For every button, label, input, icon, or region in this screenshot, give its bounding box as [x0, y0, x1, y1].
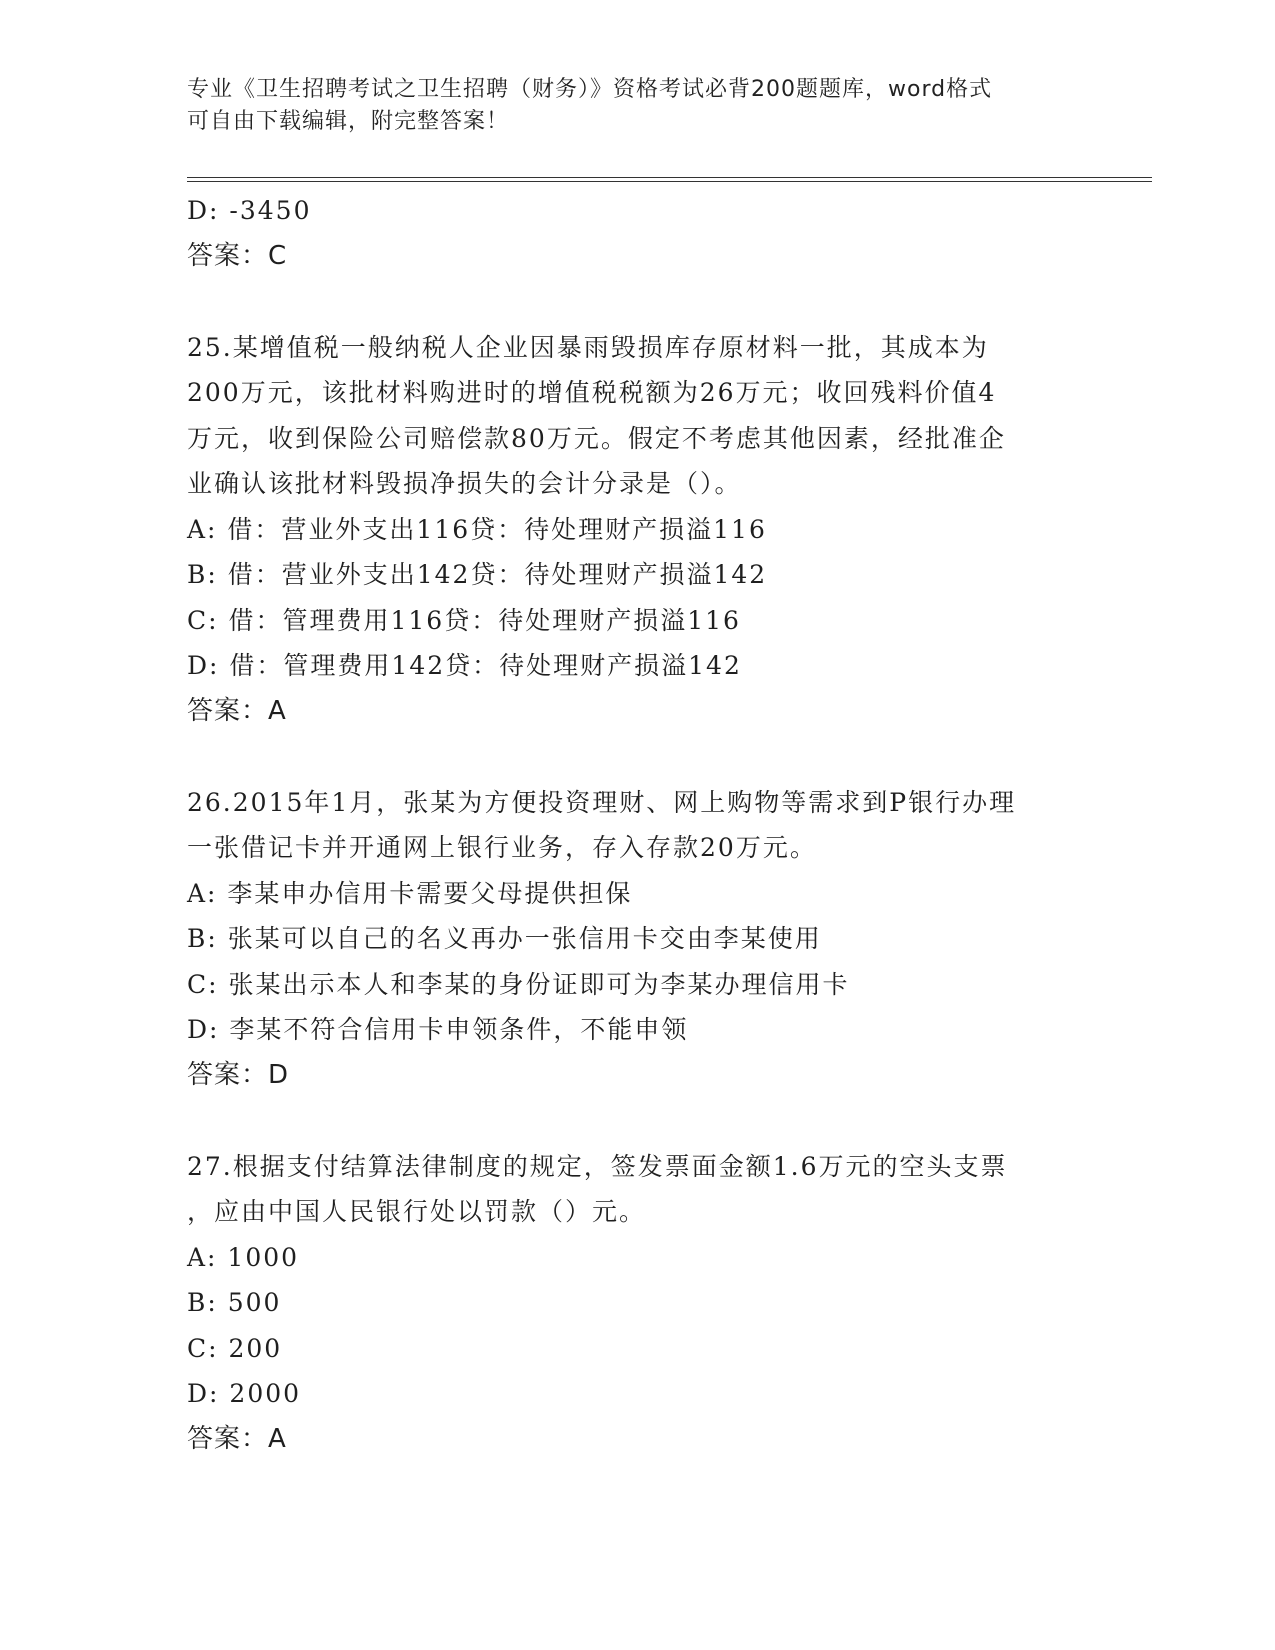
option-c: C: 张某出示本人和李某的身份证即可为李某办理信用卡: [187, 969, 850, 999]
question-stem-line: 200万元，该批材料购进时的增值税税额为26万元；收回残料价值4: [187, 378, 997, 407]
question-stem-line: 25.某增值税一般纳税人企业因暴雨毁损库存原材料一批，其成本为: [187, 332, 989, 362]
question-25: [187, 325, 1087, 735]
prev-option-d: D: -3450: [187, 196, 312, 225]
question-stem-line: 一张借记卡并开通网上银行业务，存入存款20万元。: [187, 833, 817, 862]
header-line-2: 可自由下载编辑，附完整答案！: [187, 109, 510, 134]
spacer: [187, 1098, 1087, 1144]
question-stem-line: 业确认该批材料毁损净损失的会计分录是（）。: [187, 469, 742, 498]
spacer: [187, 734, 1087, 780]
question-27: [187, 1144, 1087, 1463]
answer: 答案：A: [187, 695, 287, 726]
question-stem-line: ，应由中国人民银行处以罚款（）元。: [187, 1197, 647, 1226]
prev-answer: 答案：C: [187, 240, 288, 271]
header-line-1: 专业《卫生招聘考试之卫生招聘（财务）》资格考试必背200题题库，word格式: [187, 77, 993, 102]
option-d: D: 李某不符合信用卡申领条件，不能申领: [187, 1015, 689, 1044]
spacer: [187, 279, 1087, 325]
question-content: [187, 188, 1087, 1462]
header-divider: [187, 177, 1152, 182]
question-26: [187, 780, 1087, 1099]
option-b: B: 张某可以自己的名义再办一张信用卡交由李某使用: [187, 924, 822, 953]
option-b: B: 借：营业外支出142贷：待处理财产损溢142: [187, 560, 768, 589]
option-d: D: 2000: [187, 1379, 302, 1408]
question-stem-line: 27.根据支付结算法律制度的规定，签发票面金额1.6万元的空头支票: [187, 1151, 1008, 1181]
document-header: [187, 74, 1087, 138]
option-d: D: 借：管理费用142贷：待处理财产损溢142: [187, 651, 742, 680]
option-a: A: 1000: [187, 1242, 300, 1272]
option-c: C: 借：管理费用116贷：待处理财产损溢116: [187, 605, 741, 635]
question-stem-line: 万元，收到保险公司赔偿款80万元。假定不考虑其他因素，经批准企: [187, 423, 1006, 453]
option-b: B: 500: [187, 1288, 282, 1317]
option-a: A: 李某申办信用卡需要父母提供担保: [187, 878, 633, 908]
option-a: A: 借：营业外支出116贷：待处理财产损溢116: [187, 514, 767, 544]
question-stem-line: 26.2015年1月，张某为方便投资理财、网上购物等需求到P银行办理: [187, 787, 1017, 817]
answer: 答案：D: [187, 1059, 290, 1090]
answer: 答案：A: [187, 1423, 287, 1454]
option-c: C: 200: [187, 1333, 283, 1363]
